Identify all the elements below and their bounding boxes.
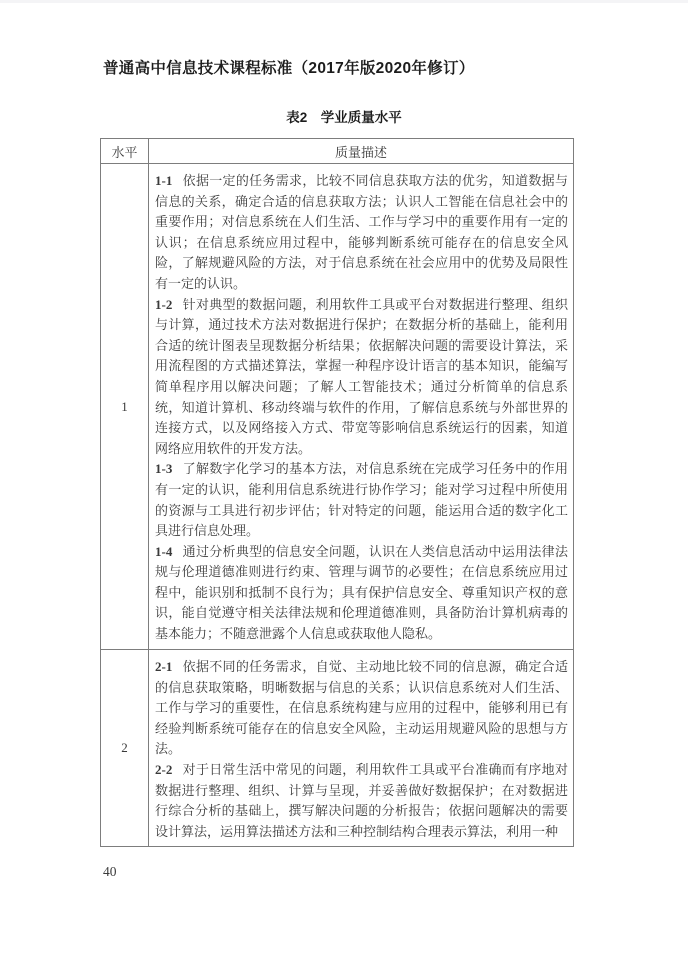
item-code-2-1: 2-1: [155, 659, 173, 674]
quality-item-1-4: [155, 542, 568, 645]
item-code-1-4: 1-4: [155, 543, 173, 559]
column-header-level: 水平: [101, 139, 149, 164]
description-cell-level-1: [149, 164, 574, 650]
item-code-2-2: 2-2: [155, 761, 173, 777]
item-text-1-2: 针对典型的数据问题，利用软件工具或平台对数据进行整理、组织与计算，通过技术方法对数据进行保护；在数据分析的基础上，能利用合适的统计图表呈现数据分析结果；依据解决问题的需要设计算法，采用流程图的方式描述算法，掌握一种程序设计语言的基本知识，能编写简单程序用以解决问题；了解人工智能技术；通过分析简单的信息系统，知道计算机、移动终端与软件的作用，了解信息系统与外部世界的连接方式，以及网络接入方式、带宽等影响信息系统运行的因素，知道网络应用软件的开发方法。: [155, 296, 568, 456]
item-text-1-3: 了解数字化学习的基本方法，对信息系统在完成学习任务中的作用有一定的认识，能利用信息系统进行协作学习；能对学习过程中所使用的资源与工具进行初步评估；针对特定的问题，能运用合适的数字化工具进行信息处理。: [155, 461, 568, 539]
item-text-1-1: 依据一定的任务需求，比较不同信息获取方法的优劣，知道数据与信息的关系，确定合适的信息获取方法；认识人工智能在信息社会中的重要作用；对信息系统在人们生活、工作与学习中的重要作用有一定的认识；在信息系统应用过程中，能够判断系统可能存在的信息安全风险，了解规避风险的方法，对于信息系统在社会应用中的优势及局限性有一定的认识。: [155, 173, 568, 291]
document-header-title: 普通高中信息技术课程标准（2017年版2020年修订）: [103, 60, 475, 77]
page-top-edge: [0, 0, 688, 3]
table-header-row: [101, 139, 574, 164]
item-code-1-3: 1-3: [155, 461, 173, 477]
page-number: 40: [103, 864, 117, 879]
level-cell-2: 2: [101, 650, 149, 847]
description-content: [155, 657, 568, 844]
table-caption: 表2 学业质量水平: [286, 110, 402, 125]
column-header-description: 质量描述: [149, 139, 574, 164]
item-text-2-1: 依据不同的任务需求，自觉、主动地比较不同的信息源，确定合适的信息获取策略，明晰数据与信息的关系；认识信息系统对人们生活、工作与学习的重要性，在信息系统构建与应用的过程中，能够利用已有经验判断系统可能存在的信息安全风险，主动运用规避风险的思想与方法。: [155, 659, 568, 757]
item-code-1-2: 1-2: [155, 296, 173, 312]
quality-item-2-2: [155, 760, 568, 842]
item-code-1-1: 1-1: [155, 173, 173, 188]
item-text-1-4: 通过分析典型的信息安全问题，认识在人类信息活动中运用法律法规与伦理道德准则进行约束、管理与调节的必要性；在信息系统应用过程中，能识别和抵制不良行为；具有保护信息安全、尊重知识产权的意识，能自觉遵守相关法律法规和伦理道德准则，具备防治计算机病毒的基本能力；不随意泄露个人信息或获取他人隐私。: [155, 543, 568, 642]
description-cell-level-2: [149, 650, 574, 847]
quality-item-1-3: [155, 459, 568, 541]
description-content: [155, 171, 568, 647]
table-row-level-1: [101, 164, 574, 650]
table-row-level-2: [101, 650, 574, 847]
level-cell-1: 1: [101, 164, 149, 650]
quality-item-2-1: [155, 657, 568, 760]
quality-item-1-1: [155, 171, 568, 295]
quality-item-1-2: [155, 295, 568, 460]
item-text-2-2: 对于日常生活中常见的问题，利用软件工具或平台准确而有序地对数据进行整理、组织、计算与呈现，并妥善做好数据保护；在对数据进行综合分析的基础上，撰写解决问题的分析报告；依据问题解决的需要设计算法，运用算法描述方法和三种控制结构合理表示算法，利用一种: [155, 761, 568, 839]
academic-quality-table: [100, 138, 574, 847]
